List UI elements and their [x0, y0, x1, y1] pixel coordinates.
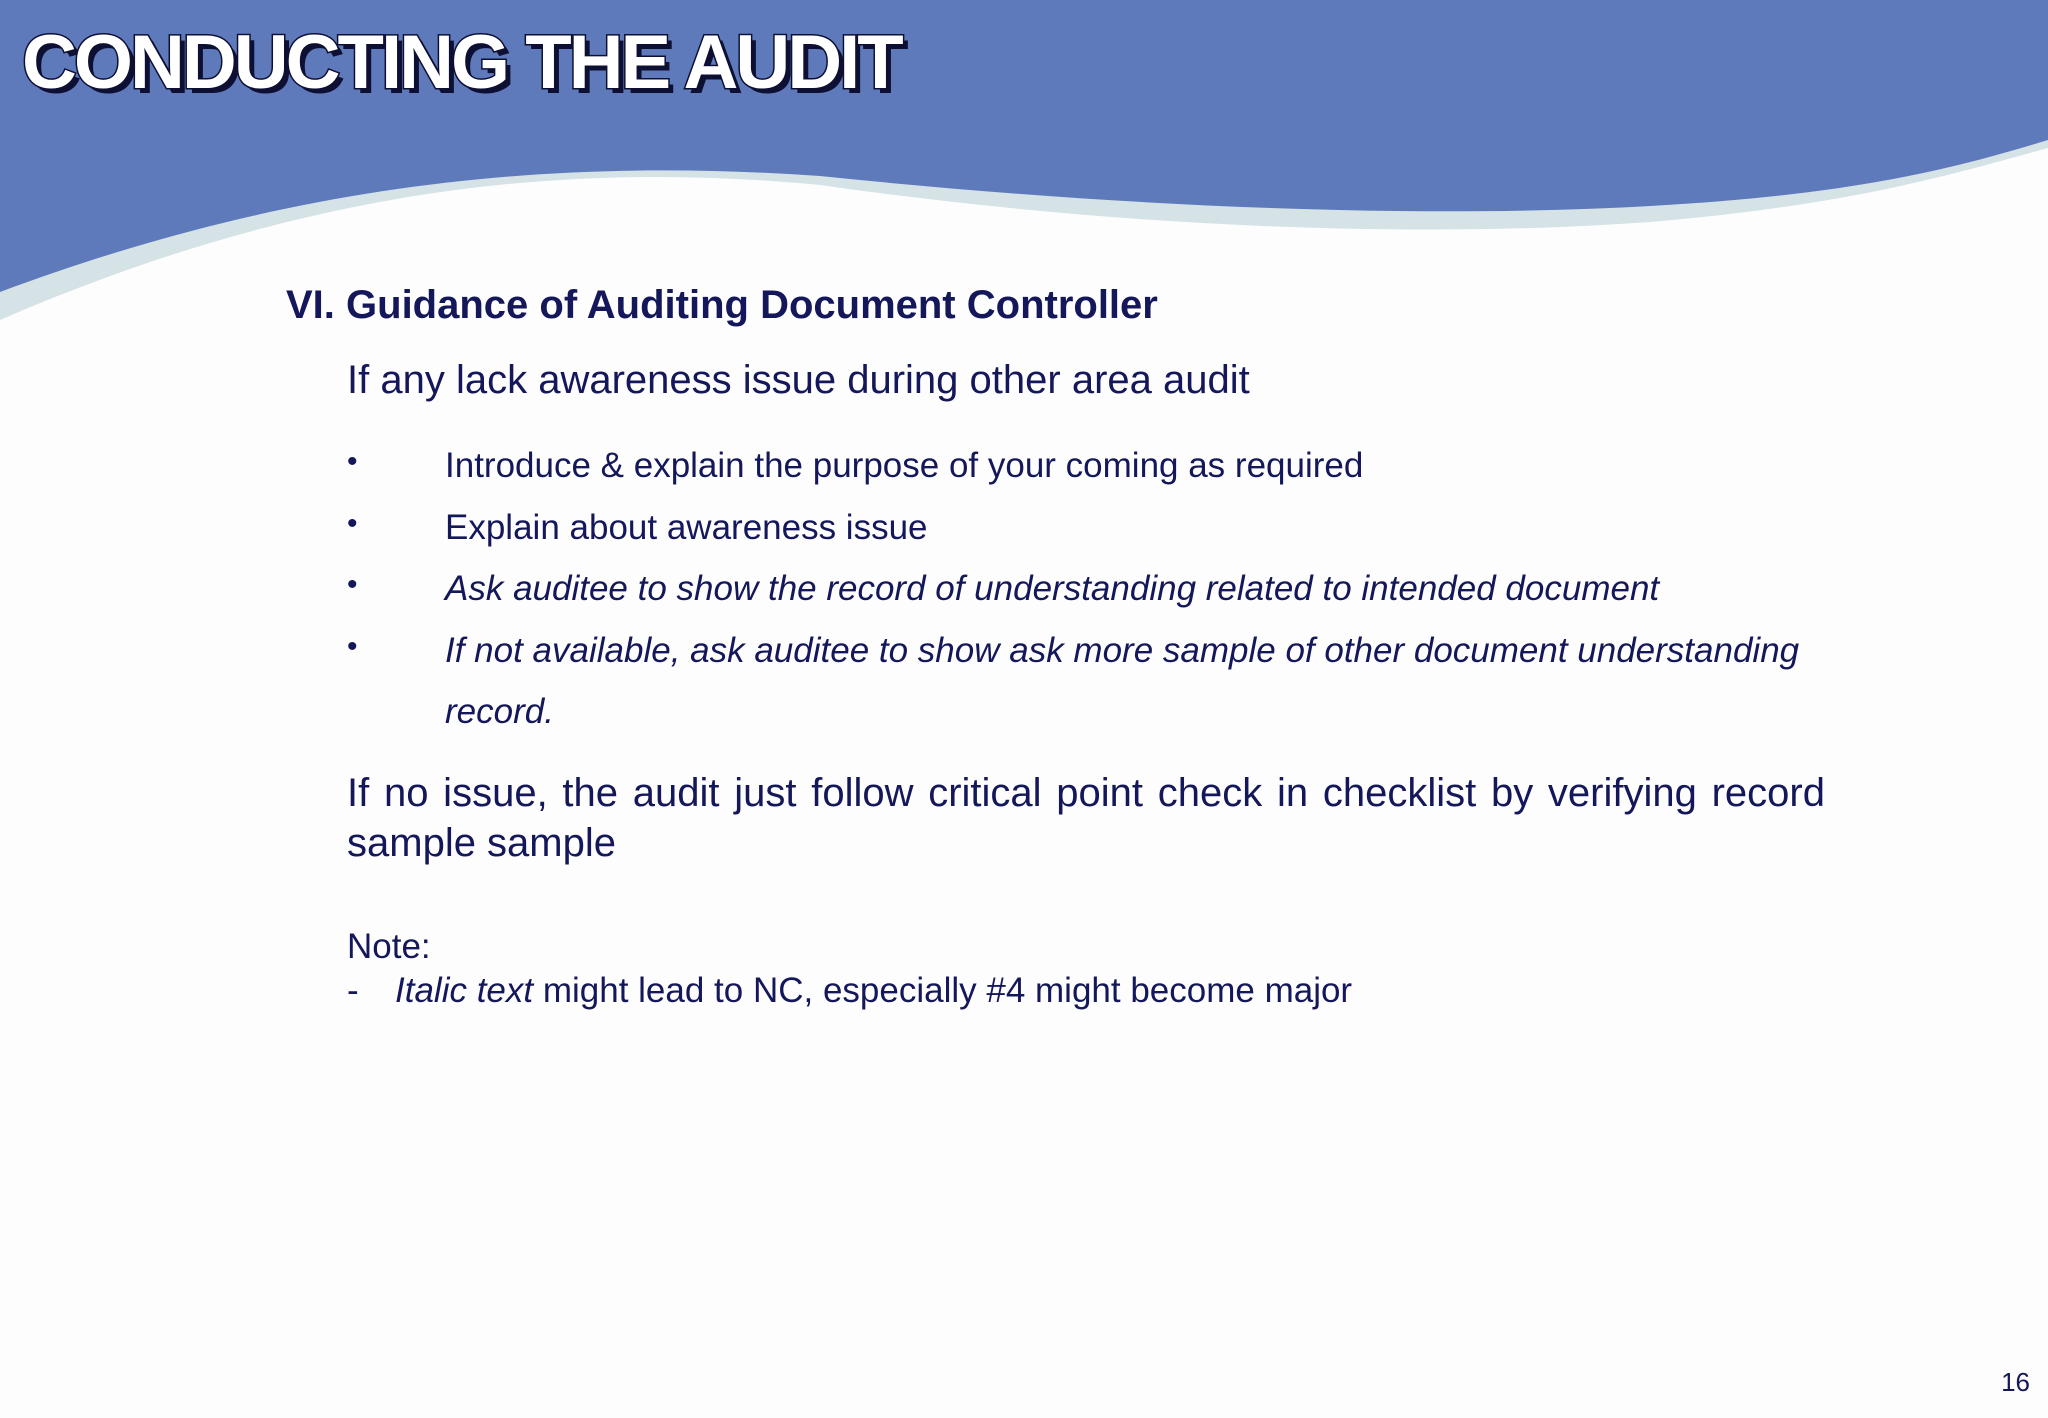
note-italic-text: Italic text: [395, 971, 534, 1010]
bullet-text: Ask auditee to show the record of understanding related to intended document: [445, 569, 1660, 608]
bullet-marker: •: [347, 629, 358, 663]
bullet-item: [347, 435, 1847, 497]
page-number: 16: [2001, 1367, 2030, 1397]
bullet-text: If not available, ask auditee to show ask more sample of other document understanding record.: [445, 630, 1800, 731]
section-heading: VI. Guidance of Auditing Document Controller: [286, 283, 1158, 327]
bullet-text: Introduce & explain the purpose of your coming as required: [445, 446, 1364, 485]
slide-title: CONDUCTING THE AUDIT: [22, 20, 901, 105]
bullet-marker: •: [347, 445, 358, 478]
bullet-marker: •: [347, 568, 358, 601]
issue-paragraph: If no issue, the audit just follow critical point check in checklist by verifying record sample sample: [347, 771, 1825, 865]
section-intro: If any lack awareness issue during other area audit: [347, 358, 1250, 402]
bullet-item: [347, 497, 1847, 559]
bullet-item: [347, 558, 1847, 620]
note-line: [347, 969, 1352, 1013]
note-rest-text: might lead to NC, especially #4 might become major: [533, 971, 1353, 1010]
bullet-text: Explain about awareness issue: [445, 507, 928, 547]
bullet-list: [347, 435, 1847, 743]
bullet-item: [347, 620, 1847, 743]
note-dash: -: [347, 971, 359, 1010]
bullet-marker: •: [347, 506, 358, 540]
note-label: Note:: [347, 927, 431, 966]
